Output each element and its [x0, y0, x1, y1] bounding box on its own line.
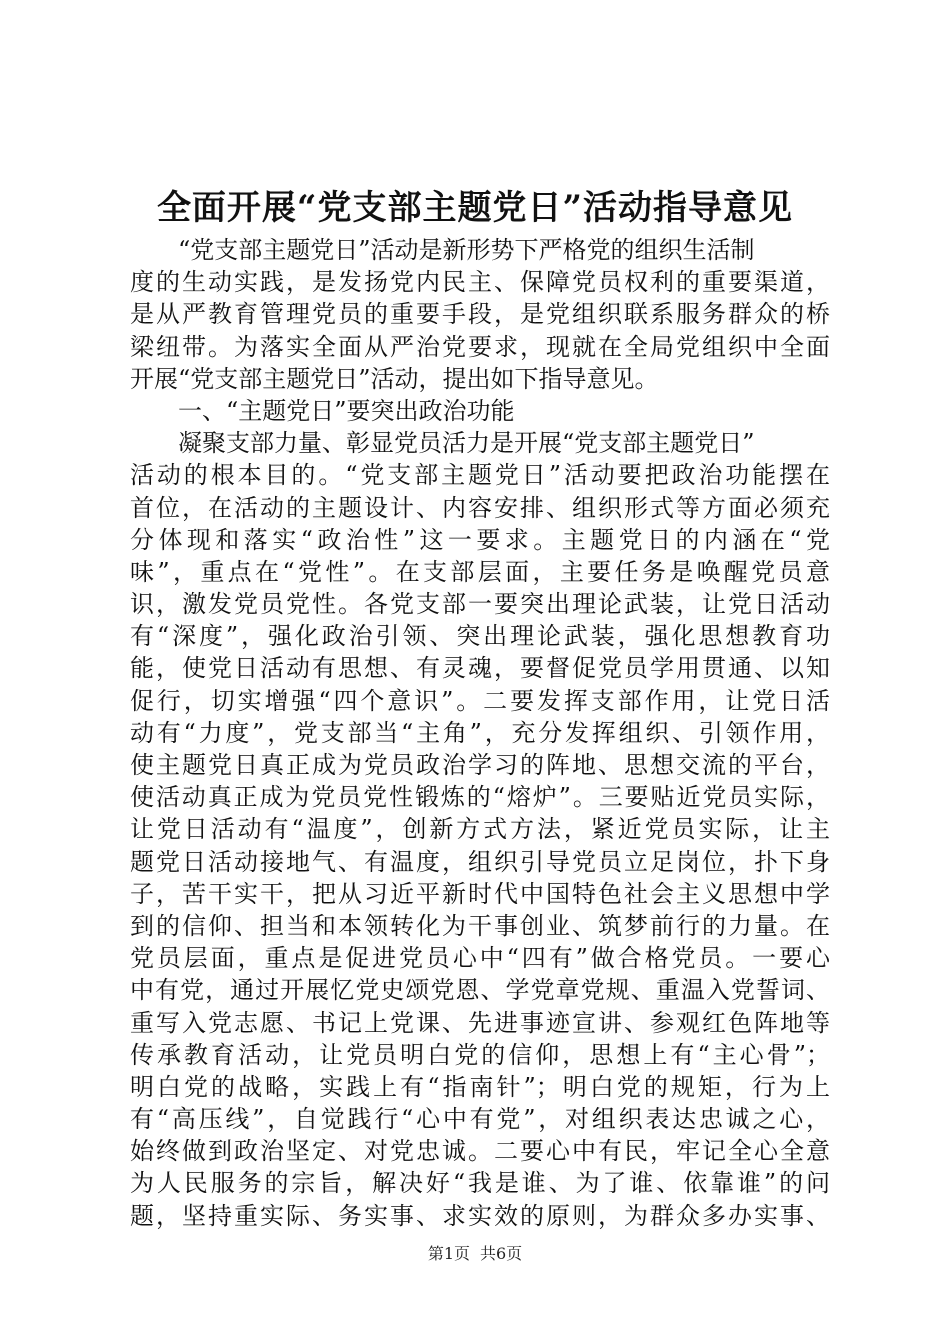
paragraph-line: 分体现和落实“政治性”这一要求。主题党日的内涵在“党 — [130, 525, 830, 554]
paragraph-line: 味”，重点在“党性”。在支部层面，主要任务是唤醒党员意 — [130, 557, 830, 586]
paragraph-line: 识，激发党员党性。各党支部一要突出理论武装，让党日活动 — [130, 590, 830, 619]
paragraph-line: 题党日活动接地气、有温度，组织引导党员立足岗位，扑下身 — [130, 847, 830, 876]
paragraph-line: 党员层面，重点是促进党员心中“四有”做合格党员。一要心 — [130, 944, 830, 973]
paragraph-line: 传承教育活动，让党员明白党的信仰，思想上有“主心骨”； — [130, 1040, 830, 1069]
paragraph-line: 首位，在活动的主题设计、内容安排、组织形式等方面必须充 — [130, 493, 830, 522]
paragraph-line: 子，苦干实干，把从习近平新时代中国特色社会主义思想中学 — [130, 879, 830, 908]
paragraph-line: 有“高压线”，自觉践行“心中有党”，对组织表达忠诚之心， — [130, 1105, 830, 1134]
page-footer — [0, 1243, 950, 1265]
paragraph-line: 能，使党日活动有思想、有灵魂，要督促党员学用贯通、以知 — [130, 654, 830, 683]
paragraph-line: 是从严教育管理党员的重要手段，是党组织联系服务群众的桥 — [130, 300, 830, 329]
paragraph-line: 明白党的战略，实践上有“指南针”；明白党的规矩，行为上 — [130, 1072, 830, 1101]
page-number: 第1页 — [427, 1244, 470, 1263]
paragraph-line: 促行，切实增强“四个意识”。二要发挥支部作用，让党日活 — [130, 686, 830, 715]
paragraph-line: 到的信仰、担当和本领转化为干事创业、筑梦前行的力量。在 — [130, 911, 830, 940]
paragraph-line: 凝聚支部力量、彰显党员活力是开展“党支部主题党日” — [178, 429, 755, 458]
paragraph-line: 使活动真正成为党员党性锻炼的“熔炉”。三要贴近党员实际， — [130, 783, 830, 812]
paragraph-line: 题，坚持重实际、务实事、求实效的原则，为群众多办实事、 — [130, 1201, 830, 1230]
document-body — [130, 234, 830, 1232]
paragraph-line: 为人民服务的宗旨，解决好“我是谁、为了谁、依靠谁”的问 — [130, 1169, 830, 1198]
paragraph-line: 重写入党志愿、书记上党课、先进事迹宣讲、参观红色阵地等 — [130, 1008, 830, 1037]
page-total: 共6页 — [480, 1244, 523, 1263]
paragraph-line: 始终做到政治坚定、对党忠诚。二要心中有民，牢记全心全意 — [130, 1137, 830, 1166]
paragraph-line: 活动的根本目的。“党支部主题党日”活动要把政治功能摆在 — [130, 461, 830, 490]
paragraph-line: 让党日活动有“温度”，创新方式方法，紧近党员实际，让主 — [130, 815, 830, 844]
paragraph-line: 开展“党支部主题党日”活动，提出如下指导意见。 — [130, 364, 659, 393]
paragraph-line: “党支部主题党日”活动是新形势下严格党的组织生活制 — [178, 236, 755, 264]
paragraph-line: 有“深度”，强化政治引领、突出理论武装，强化思想教育功 — [130, 622, 830, 651]
paragraph-line: 中有党，通过开展忆党史颂党恩、学党章党规、重温入党誓词、 — [130, 976, 830, 1005]
paragraph-line: 度的生动实践，是发扬党内民主、保障党员权利的重要渠道， — [130, 268, 830, 297]
paragraph-line: 梁纽带。为落实全面从严治党要求，现就在全局党组织中全面 — [130, 332, 830, 361]
paragraph-line: 使主题党日真正成为党员政治学习的阵地、思想交流的平台， — [130, 751, 830, 779]
section-heading: 一、“主题党日”要突出政治功能 — [178, 396, 515, 425]
paragraph-line: 动有“力度”，党支部当“主角”，充分发挥组织、引领作用， — [130, 718, 830, 747]
document-title: 全面开展“党支部主题党日”活动指导意见 — [156, 188, 794, 228]
